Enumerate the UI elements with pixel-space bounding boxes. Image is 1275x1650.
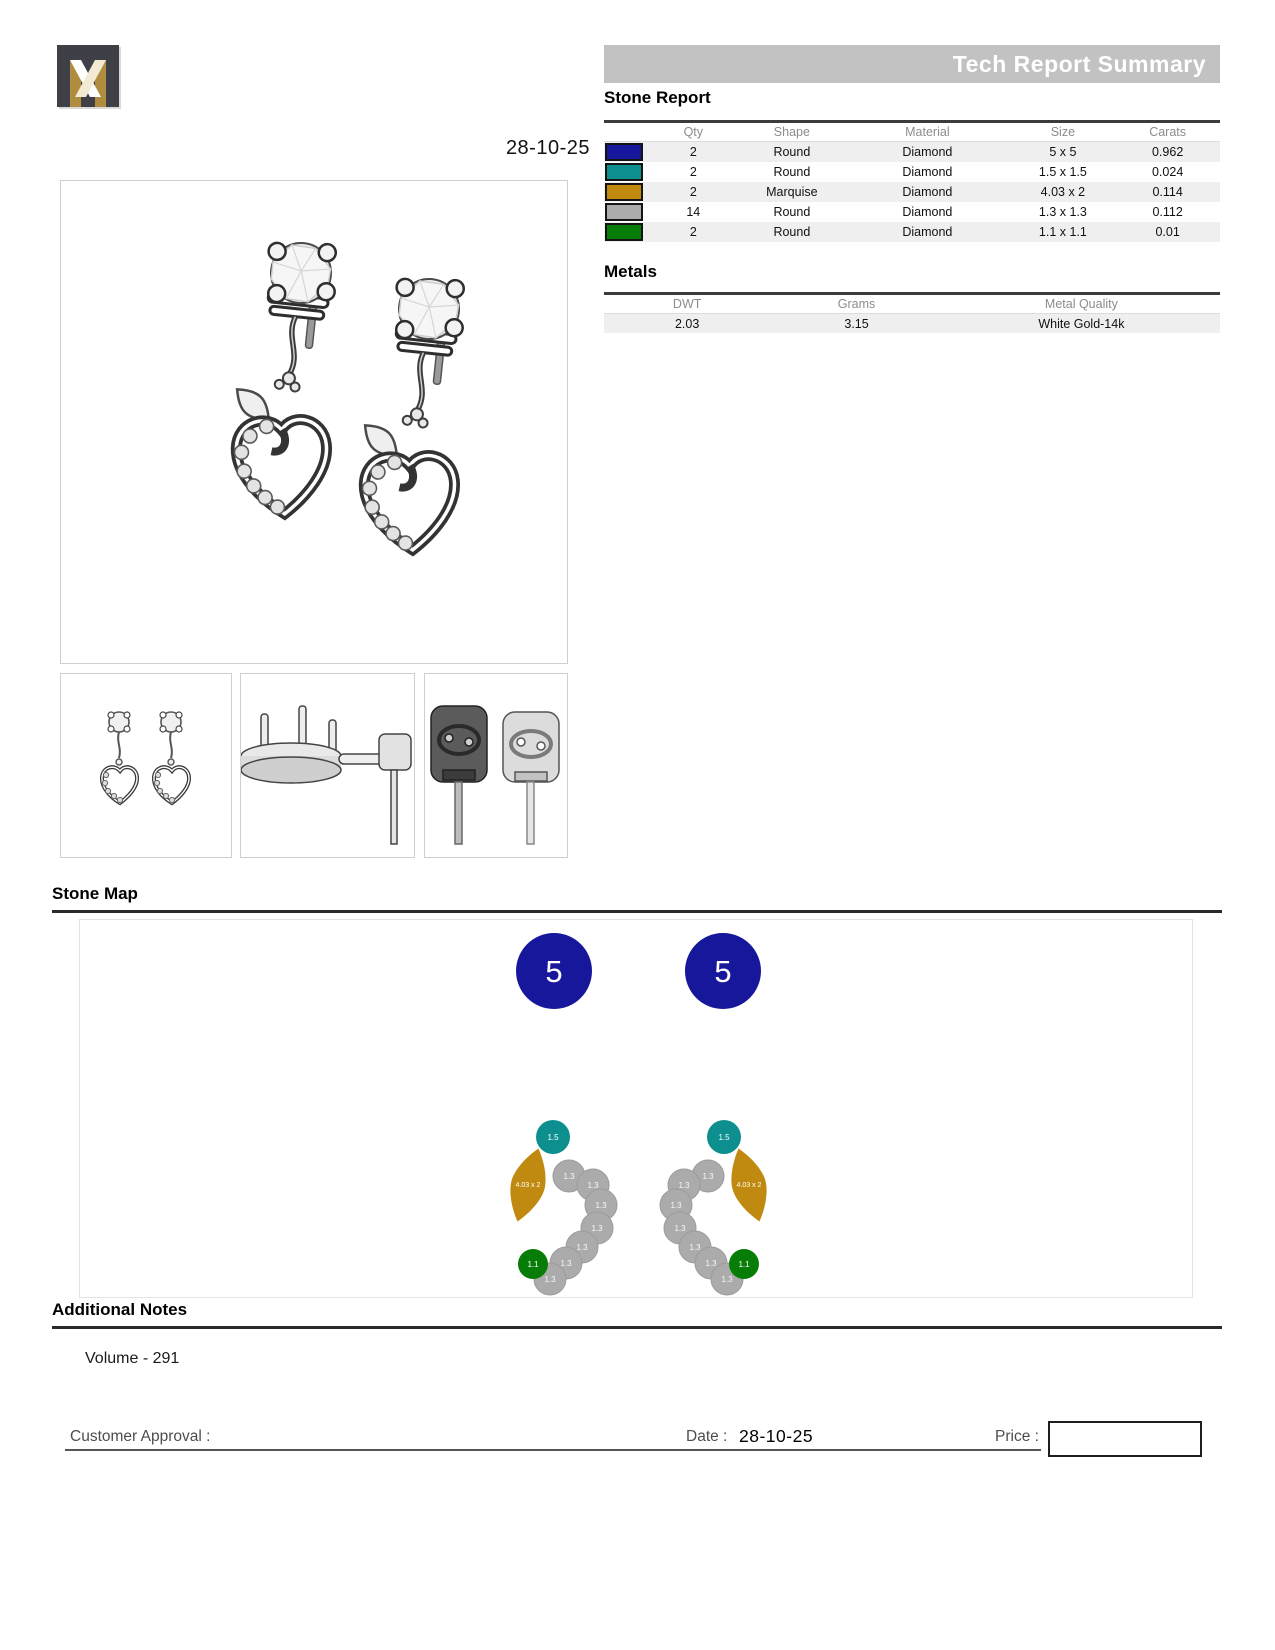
svg-text:1.3: 1.3 [702, 1172, 714, 1181]
stone-color-swatch [605, 223, 643, 241]
brand-logo [57, 45, 119, 107]
thumbnail-back-views [424, 673, 568, 858]
svg-text:1.3: 1.3 [576, 1243, 588, 1252]
col-dwt: DWT [604, 294, 770, 314]
cell-qty: 2 [647, 182, 739, 202]
cell-size: 1.1 x 1.1 [1011, 222, 1116, 242]
customer-approval-label: Customer Approval : [70, 1428, 211, 1445]
cell-material: Diamond [902, 205, 953, 219]
cell-grams: 3.15 [770, 314, 942, 334]
svg-text:1.3: 1.3 [721, 1275, 733, 1284]
main-render-image [60, 180, 568, 664]
col-shape: Shape [740, 122, 845, 142]
stone-map-divider [52, 910, 1222, 913]
cell-carats: 0.962 [1115, 142, 1220, 163]
earrings-render [61, 181, 565, 661]
metals-table [604, 292, 1220, 333]
stone-map-diagram [79, 919, 1193, 1298]
svg-text:1.3: 1.3 [689, 1243, 701, 1252]
stone-map-left-cluster [501, 933, 617, 1295]
cell-shape: Round [740, 222, 845, 242]
price-field[interactable] [1048, 1421, 1202, 1457]
svg-text:1.5: 1.5 [547, 1133, 559, 1142]
svg-text:1.3: 1.3 [560, 1259, 572, 1268]
cell-shape: Round [740, 142, 845, 163]
cell-carats: 0.024 [1151, 165, 1184, 179]
cell-dwt: 2.03 [604, 314, 770, 334]
col-qty: Qty [647, 122, 739, 142]
report-title: Tech Report Summary [952, 51, 1206, 77]
table-row [604, 182, 1220, 202]
price-label: Price : [995, 1428, 1039, 1445]
svg-text:5: 5 [714, 954, 732, 989]
svg-text:1.3: 1.3 [595, 1201, 607, 1210]
col-size: Size [1011, 122, 1116, 142]
stone-color-swatch [605, 203, 643, 221]
cell-shape: Round [773, 205, 811, 219]
stone-map-heading: Stone Map [52, 884, 138, 903]
cell-size: 5 x 5 [1011, 142, 1116, 163]
stone-marquise [722, 1144, 776, 1226]
cell-material: Diamond [844, 142, 1010, 163]
stone-color-swatch [605, 163, 643, 181]
svg-text:1.3: 1.3 [670, 1201, 682, 1210]
svg-text:4.03 x 2: 4.03 x 2 [515, 1182, 541, 1189]
svg-text:1.3: 1.3 [591, 1224, 603, 1233]
stone-table-header-row [604, 122, 1220, 142]
svg-text:5: 5 [545, 954, 563, 989]
col-material: Material [844, 122, 1010, 142]
cell-qty: 2 [647, 142, 739, 163]
svg-text:1.3: 1.3 [705, 1259, 717, 1268]
thumbnail-side-view [240, 673, 415, 858]
stone-report-table [604, 120, 1220, 242]
cell-metal-quality: White Gold-14k [943, 314, 1220, 334]
cell-qty: 14 [686, 205, 701, 219]
svg-text:1.3: 1.3 [544, 1275, 556, 1284]
stone-color-swatch [605, 143, 643, 161]
stone-color-swatch [605, 183, 643, 201]
approval-date-value: 28-10-25 [739, 1426, 814, 1446]
svg-text:1.5: 1.5 [718, 1133, 730, 1142]
date-label: Date : [686, 1428, 728, 1445]
cell-carats: 0.112 [1152, 205, 1183, 219]
svg-text:1.1: 1.1 [527, 1260, 539, 1269]
table-row [604, 314, 1220, 334]
cell-carats: 0.01 [1115, 222, 1220, 242]
thumbnail-front-view [60, 673, 232, 858]
stone-report-heading: Stone Report [604, 88, 711, 107]
table-row [604, 222, 1220, 242]
metals-heading: Metals [604, 262, 657, 281]
col-swatch [604, 122, 647, 142]
cell-shape: Marquise [740, 182, 845, 202]
table-row [604, 202, 1220, 222]
stone-marquise [501, 1144, 555, 1226]
cell-material: Diamond [902, 165, 953, 179]
report-date: 28-10-25 [505, 137, 590, 159]
stone-map-right-cluster [660, 933, 776, 1295]
logo-m-icon [57, 45, 119, 107]
svg-text:1.1: 1.1 [738, 1260, 750, 1269]
svg-text:1.3: 1.3 [587, 1181, 599, 1190]
cell-shape: Round [773, 165, 811, 179]
svg-text:1.3: 1.3 [678, 1181, 690, 1190]
cell-qty: 2 [689, 165, 697, 179]
svg-text:4.03 x 2: 4.03 x 2 [736, 1182, 762, 1189]
svg-text:1.3: 1.3 [563, 1172, 575, 1181]
col-carats: Carats [1115, 122, 1220, 142]
cell-size: 1.3 x 1.3 [1038, 205, 1087, 219]
col-metal-quality: Metal Quality [943, 294, 1220, 314]
col-grams: Grams [770, 294, 942, 314]
report-title-bar [604, 45, 1220, 83]
cell-material: Diamond [844, 222, 1010, 242]
cell-material: Diamond [844, 182, 1010, 202]
cell-size: 4.03 x 2 [1011, 182, 1116, 202]
cell-size: 1.5 x 1.5 [1038, 165, 1087, 179]
metals-header-row [604, 294, 1220, 314]
signature-line[interactable] [65, 1449, 1041, 1451]
volume-note: Volume - 291 [85, 1350, 180, 1367]
table-row [604, 162, 1220, 182]
cell-carats: 0.114 [1115, 182, 1220, 202]
svg-text:1.3: 1.3 [674, 1224, 686, 1233]
additional-notes-divider [52, 1326, 1222, 1329]
table-row [604, 142, 1220, 163]
additional-notes-heading: Additional Notes [52, 1300, 188, 1319]
cell-qty: 2 [647, 222, 739, 242]
